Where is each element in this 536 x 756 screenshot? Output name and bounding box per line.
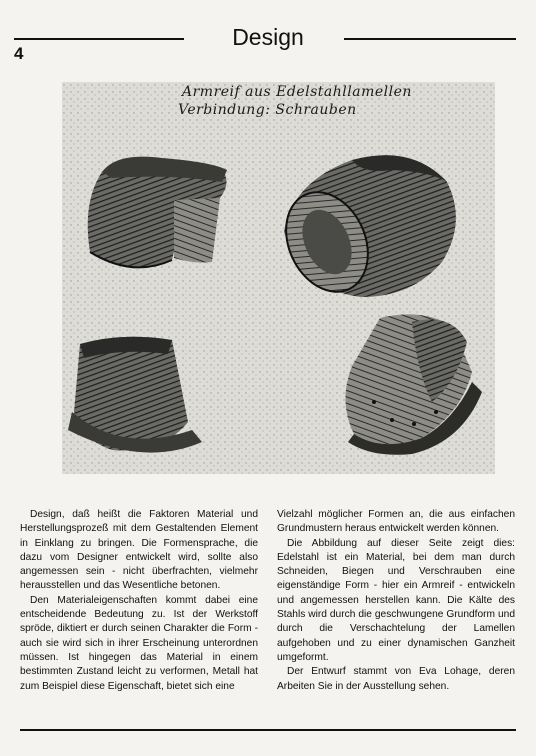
paragraph: Der Entwurf stammt von Eva Lohage, deren Arbeiten Sie in der Ausstellung sehen. — [277, 666, 515, 692]
section-title: Design — [232, 24, 304, 50]
bracelet-sketch-illustration — [62, 82, 495, 474]
bracelet-sketch-top-left — [88, 157, 227, 268]
paragraph: Den Materialeigenschaften kommt dabei eine entscheidende Bedeutung zu. Ist der Werkstoff spröde, diktiert er durch seinen Charakter die Form - auch sie wird sich in ihrer Erscheinung unterordnen müssen. Ist hingegen das Material in einem bestimmten Zustand leicht zu verformen, Metall hat zum Beispiel diese Eigenschaft, bietet sich eine — [20, 594, 258, 692]
paragraph: Design, daß heißt die Faktoren Material und Herstellungsprozeß mit dem Gestaltenden Element in Einklang zu bringen. Die Formensprache, die dazu vom Designer entwickelt wird, sollte also angemessen sein - nicht überfrachten, vielmehr herausstellen und das Wesentliche betonen. — [20, 509, 258, 592]
paragraph: Vielzahl möglicher Formen an, die aus einfachen Grundmustern heraus entwickelt werden können. — [277, 509, 515, 535]
handwritten-caption-line-1: Armreif aus Edelstahllamellen — [182, 84, 412, 100]
handwritten-caption-line-2: Verbindung: Schrauben — [178, 102, 357, 118]
paragraph: Die Abbildung auf dieser Seite zeigt dies: Edelstahl ist ein Material, bei dem man durch Schneiden, Biegen und Verschrauben eine eigenständige Form - hier ein Armreif - entwickeln und angemessen herstellen kann. Die Kälte des Stahls wird durch die geschwungene Grundform und durch die Verschachtelung der Lamellen aufgehoben und zu einer dynamischen Ganzheit umgeformt. — [277, 537, 515, 663]
footer-rule — [20, 729, 516, 731]
bracelet-sketches-svg — [62, 82, 495, 474]
body-column-left — [20, 508, 258, 694]
body-column-right — [277, 508, 515, 694]
page-number: 4 — [14, 44, 24, 63]
